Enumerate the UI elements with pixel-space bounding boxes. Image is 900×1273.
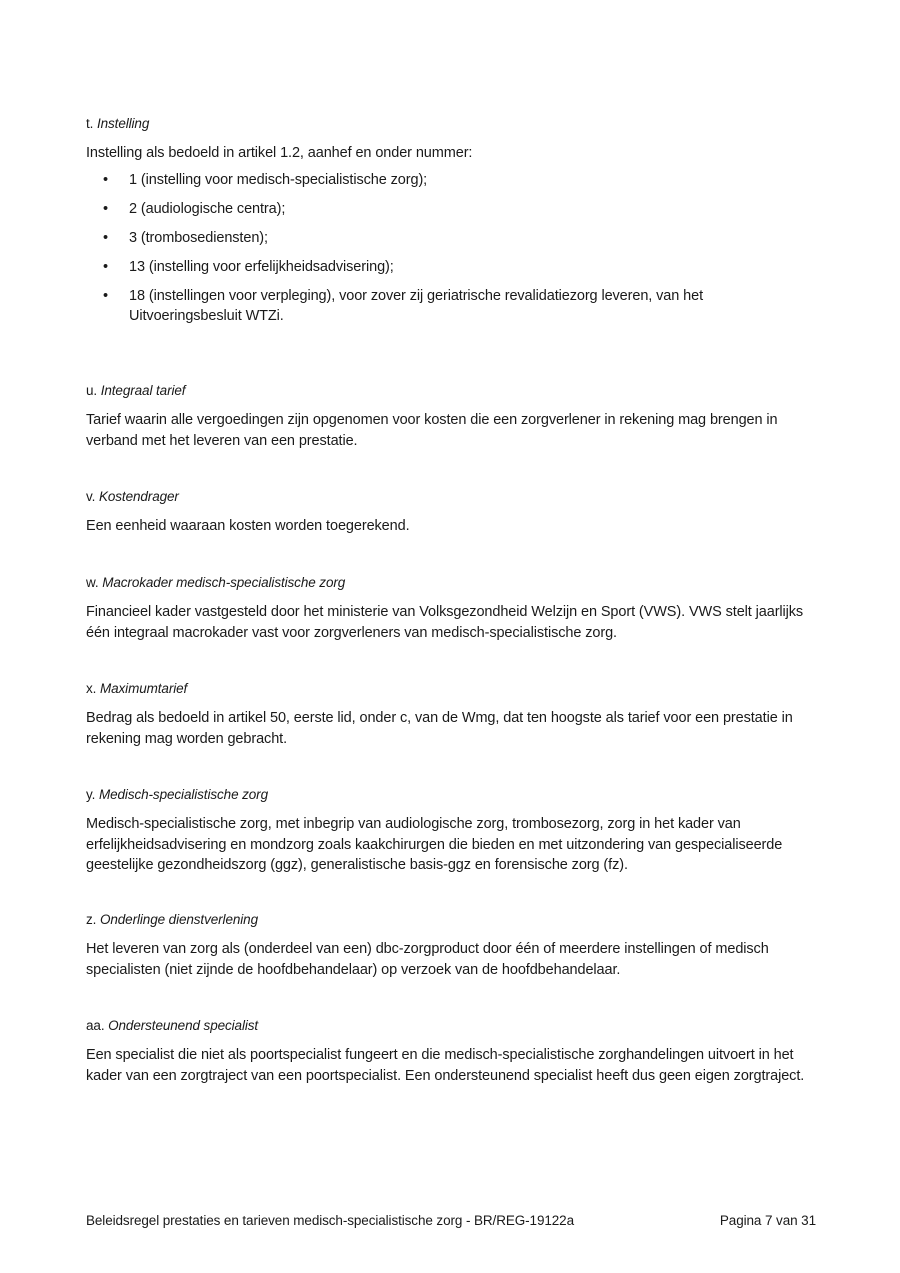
definition-letter: x. bbox=[86, 681, 97, 696]
definition-heading bbox=[86, 487, 816, 507]
list-item bbox=[86, 286, 816, 327]
definition-heading bbox=[86, 114, 816, 134]
document-page bbox=[86, 0, 816, 1273]
list-item bbox=[86, 170, 816, 191]
definition-letter: u. bbox=[86, 383, 98, 398]
definition-heading bbox=[86, 381, 816, 401]
list-item bbox=[86, 228, 816, 249]
definition-heading bbox=[86, 1016, 816, 1036]
list-item bbox=[86, 199, 816, 220]
definition-letter: v. bbox=[86, 489, 96, 504]
list-item-text: 13 (instelling voor erfelijkheidsadvisering); bbox=[129, 258, 394, 275]
definition-text: Instelling als bedoeld in artikel 1.2, aanhef en onder nummer: bbox=[86, 145, 473, 161]
list-item-text: 1 (instelling voor medisch-specialistische zorg); bbox=[129, 171, 428, 188]
bullet-list bbox=[86, 170, 816, 327]
definition-term: Onderlinge dienstverlening bbox=[99, 912, 258, 927]
definition-term: Maximumtarief bbox=[99, 681, 188, 696]
page-footer bbox=[86, 1211, 816, 1231]
definition-letter: aa. bbox=[86, 1018, 105, 1033]
list-item-text: 18 (instellingen voor verpleging), voor zover zij geriatrische revalidatiezorg leveren, van het Uitvoeringsbesluit WTZi. bbox=[129, 287, 704, 324]
definition-v bbox=[86, 487, 816, 537]
bullet-icon: • bbox=[103, 258, 108, 275]
definition-text: Financieel kader vastgesteld door het ministerie van Volksgezondheid Welzijn en Sport (VWS). VWS stelt jaarlijks één integraal macrokader vast voor zorgverleners van medisch-specialistische zorg. bbox=[86, 604, 804, 641]
definition-letter: t. bbox=[86, 116, 94, 131]
bullet-icon: • bbox=[103, 171, 108, 188]
definition-w bbox=[86, 573, 816, 643]
definition-term: Integraal tarief bbox=[100, 383, 186, 398]
definition-text: Bedrag als bedoeld in artikel 50, eerste lid, onder c, van de Wmg, dat ten hoogste als tarief voor een prestatie in rekening mag worden gebracht. bbox=[86, 710, 793, 747]
bullet-icon: • bbox=[103, 200, 108, 217]
list-item-text: 3 (trombosediensten); bbox=[129, 229, 268, 246]
definition-term: Medisch-specialistische zorg bbox=[98, 787, 268, 802]
definition-heading bbox=[86, 679, 816, 699]
definition-term: Macrokader medisch-specialistische zorg bbox=[102, 575, 346, 590]
definition-term: Instelling bbox=[96, 116, 150, 131]
definition-heading bbox=[86, 573, 816, 593]
definition-text: Het leveren van zorg als (onderdeel van een) dbc-zorgproduct door één of meerdere instellingen of medisch specialisten (niet zijnde de hoofdbehandelaar) op verzoek van de hoofdbehandelaar. bbox=[86, 941, 769, 978]
definition-text: Een eenheid waaraan kosten worden toegerekend. bbox=[86, 518, 410, 534]
definition-letter: w. bbox=[86, 575, 99, 590]
definition-text: Medisch-specialistische zorg, met inbegrip van audiologische zorg, trombosezorg, zorg in het kader van erfelijkheidsadvisering en mondzorg zoals kaakchirurgen die bieden en met uitzondering van gespecialiseerde geestelijke gezondheidszorg (ggz), generalistische basis-ggz en forensische zorg (fz). bbox=[86, 816, 783, 873]
definition-y bbox=[86, 785, 816, 876]
bullet-icon: • bbox=[103, 287, 108, 304]
definition-x bbox=[86, 679, 816, 749]
definition-term: Ondersteunend specialist bbox=[108, 1018, 259, 1033]
footer-page-number: Pagina 7 van 31 bbox=[719, 1213, 816, 1228]
definition-term: Kostendrager bbox=[98, 489, 179, 504]
definition-t bbox=[86, 114, 816, 335]
list-item bbox=[86, 257, 816, 278]
definition-heading bbox=[86, 785, 816, 805]
definition-letter: y. bbox=[86, 787, 96, 802]
definition-heading bbox=[86, 910, 816, 930]
definition-text: Tarief waarin alle vergoedingen zijn opgenomen voor kosten die een zorgverlener in rekening mag brengen in verband met het leveren van een prestatie. bbox=[86, 412, 778, 449]
definition-text: Een specialist die niet als poortspecialist fungeert en die medisch-specialistische zorghandelingen uitvoert in het kader van een zorgtraject van een poortspecialist. Een ondersteunend specialist heeft dus geen eigen zorgtraject. bbox=[86, 1047, 805, 1084]
list-item-text: 2 (audiologische centra); bbox=[129, 200, 286, 217]
definition-z bbox=[86, 910, 816, 980]
footer-document-title: Beleidsregel prestaties en tarieven medisch-specialistische zorg - BR/REG-19122a bbox=[86, 1213, 574, 1228]
definition-letter: z. bbox=[86, 912, 97, 927]
bullet-icon: • bbox=[103, 229, 108, 246]
definition-u bbox=[86, 381, 816, 451]
definition-aa bbox=[86, 1016, 816, 1086]
